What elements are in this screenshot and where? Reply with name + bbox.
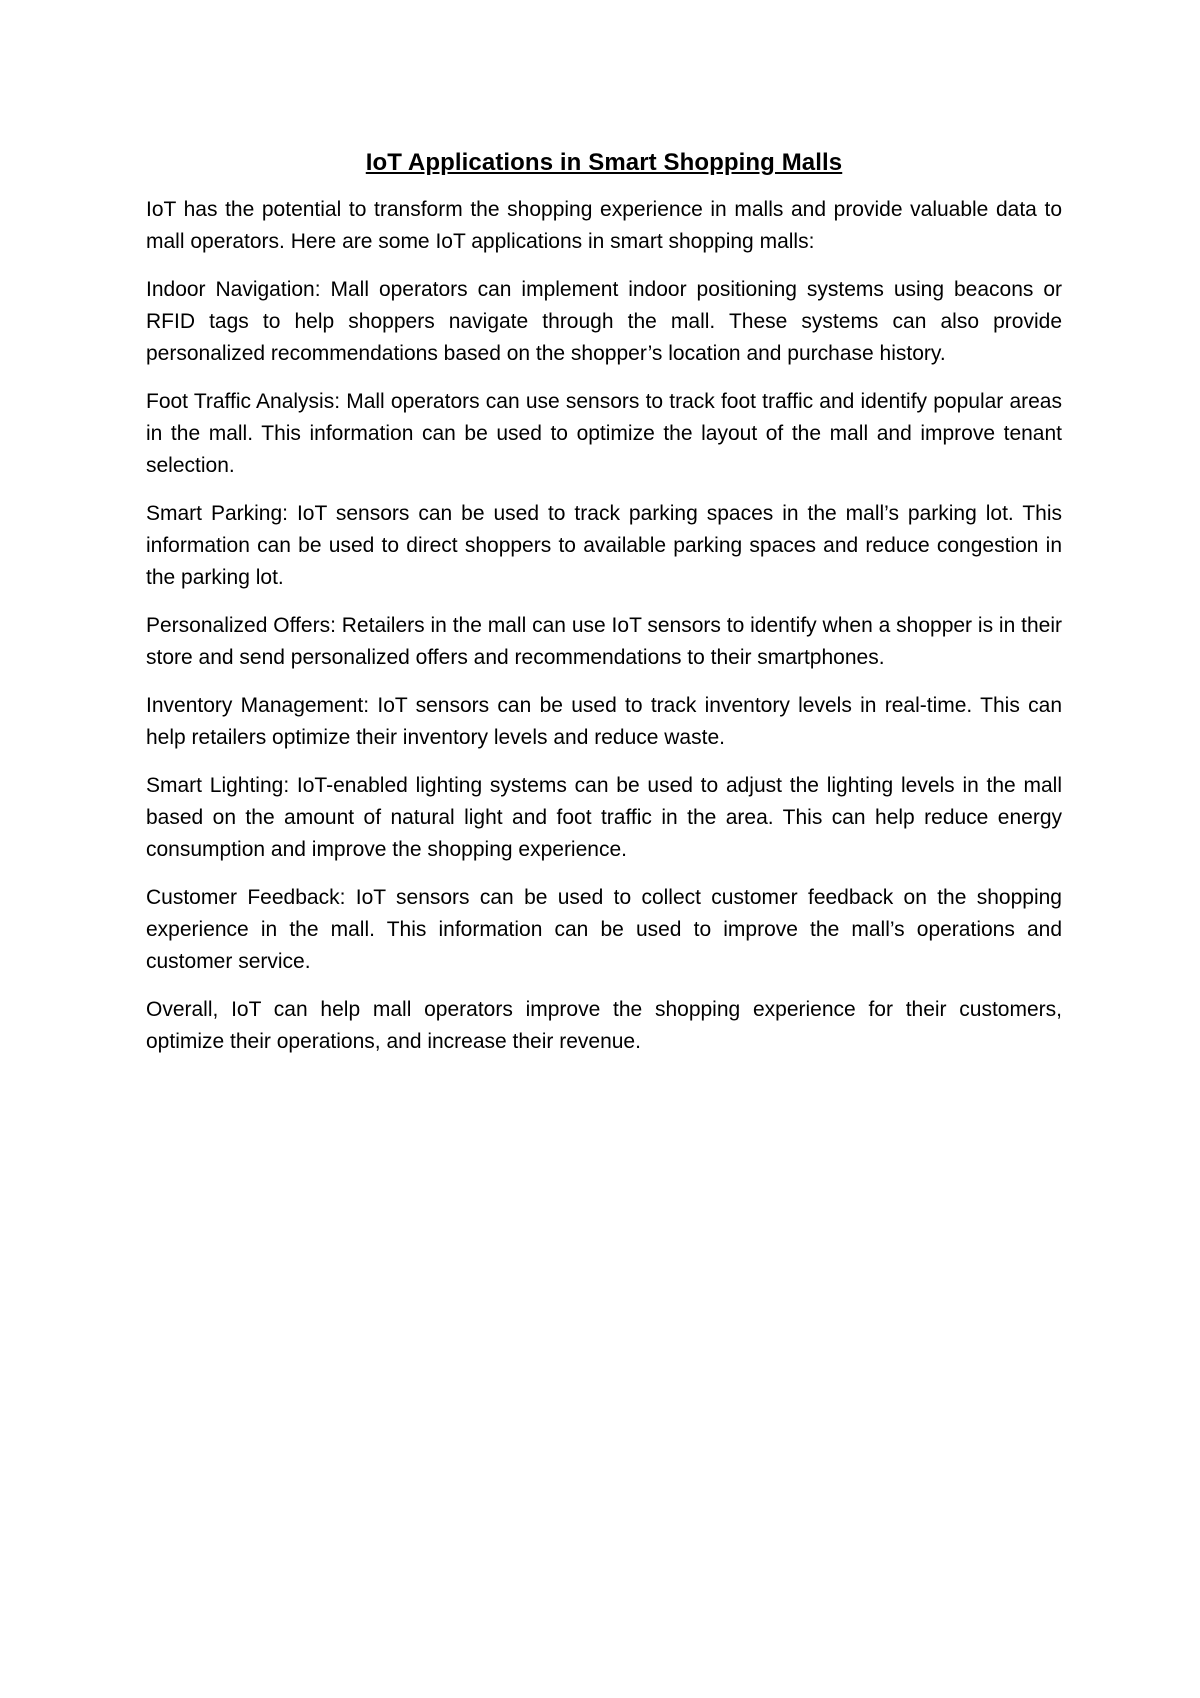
paragraph-smart-lighting: Smart Lighting: IoT-enabled lighting systems can be used to adjust the lighting levels in the mall based on the amount of natural light and foot traffic in the area. This can help reduce energy consumption and improve the shopping experience. (146, 774, 1062, 861)
paragraph-conclusion: Overall, IoT can help mall operators improve the shopping experience for their customers, optimize their operations, and increase their revenue. (146, 998, 1062, 1053)
paragraph-customer-feedback: Customer Feedback: IoT sensors can be used to collect customer feedback on the shopping experience in the mall. This information can be used to improve the mall’s operations and customer service. (146, 886, 1062, 973)
paragraph-indoor-navigation: Indoor Navigation: Mall operators can implement indoor positioning systems using beacons or RFID tags to help shoppers navigate through the mall. These systems can also provide personalized recommendations based on the shopper’s location and purchase history. (146, 278, 1062, 365)
paragraph-intro: IoT has the potential to transform the shopping experience in malls and provide valuable data to mall operators. Here are some IoT applications in smart shopping malls: (146, 198, 1062, 253)
paragraph-smart-parking: Smart Parking: IoT sensors can be used to track parking spaces in the mall’s parking lot. This information can be used to direct shoppers to available parking spaces and reduce congestion in the parking lot. (146, 502, 1062, 589)
paragraph-inventory-management: Inventory Management: IoT sensors can be used to track inventory levels in real-time. This can help retailers optimize their inventory levels and reduce waste. (146, 694, 1062, 749)
paragraph-foot-traffic-analysis: Foot Traffic Analysis: Mall operators can use sensors to track foot traffic and identify popular areas in the mall. This information can be used to optimize the layout of the mall and improve tenant selection. (146, 390, 1062, 477)
document-title: IoT Applications in Smart Shopping Malls (365, 149, 843, 176)
document-body (146, 146, 1062, 1074)
paragraph-personalized-offers: Personalized Offers: Retailers in the mall can use IoT sensors to identify when a shopper is in their store and send personalized offers and recommendations to their smartphones. (146, 614, 1062, 669)
